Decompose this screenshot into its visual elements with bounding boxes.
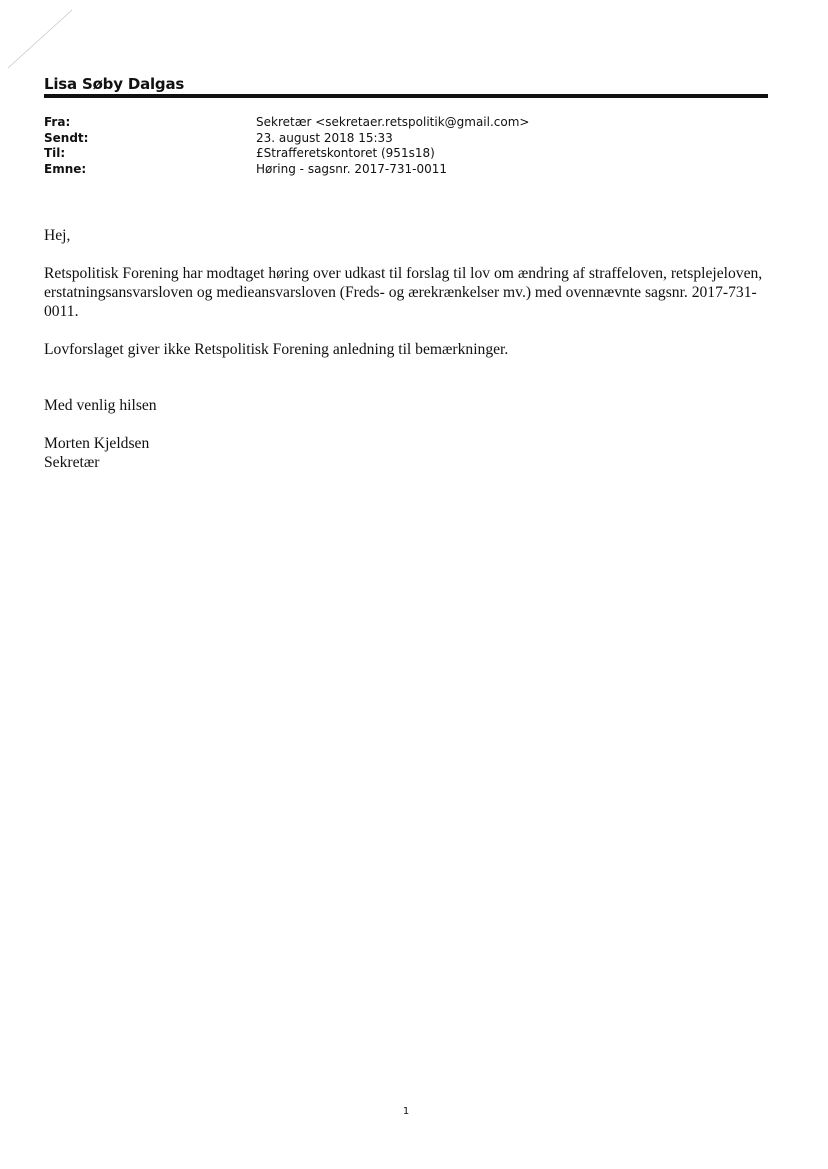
body-paragraph-2: Lovforslaget giver ikke Retspolitisk Forening anledning til bemærkninger. bbox=[44, 341, 509, 358]
sender-name: Lisa Søby Dalgas bbox=[44, 75, 185, 93]
header-row-subject bbox=[44, 162, 744, 178]
email-body bbox=[44, 226, 764, 472]
subject-label: Emne: bbox=[44, 161, 87, 176]
header-row-from bbox=[44, 115, 744, 131]
email-headers bbox=[44, 115, 744, 177]
from-label: Fra: bbox=[44, 115, 71, 129]
header-row-sent bbox=[44, 131, 744, 147]
to-value: £Strafferetskontoret (951s18) bbox=[256, 146, 435, 160]
from-value: Sekretær <sekretaer.retspolitik@gmail.com> bbox=[256, 115, 530, 129]
to-label: Til: bbox=[44, 146, 66, 160]
sent-label: Sendt: bbox=[44, 130, 89, 145]
signature-name: Morten Kjeldsen bbox=[44, 435, 150, 452]
body-paragraph-1: Retspolitisk Forening har modtaget høring over udkast til forslag til lov om ændring af straffeloven, retsplejeloven, erstatningsansvarsloven og medieansvarsloven (Freds- og ærekrænkelser mv.) med ovennævnte sagsnr. 2017-731-0011. bbox=[44, 265, 763, 320]
greeting: Hej, bbox=[44, 227, 71, 244]
signature-title: Sekretær bbox=[44, 454, 100, 471]
scan-artifact-line bbox=[0, 0, 80, 75]
sent-value: 23. august 2018 15:33 bbox=[256, 130, 393, 145]
header-row-to bbox=[44, 146, 744, 162]
header-rule bbox=[44, 94, 768, 98]
subject-value: Høring - sagsnr. 2017-731-0011 bbox=[256, 161, 447, 176]
page-number: 1 bbox=[402, 1106, 410, 1117]
closing: Med venlig hilsen bbox=[44, 397, 157, 414]
